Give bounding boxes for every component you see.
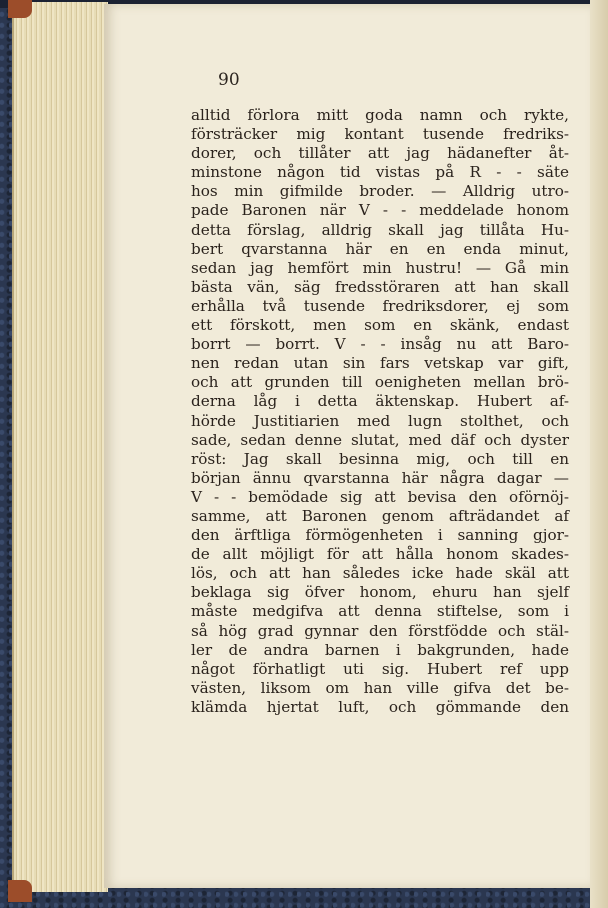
text-line: pade Baronen när V - - meddelade honom xyxy=(191,201,569,220)
text-line: klämda hjertat luft, och gömmande den xyxy=(191,697,569,716)
text-line: något förhatligt uti sig. Hubert ref upp xyxy=(191,659,569,678)
text-line: måste medgifva att denna stiftelse, som i xyxy=(191,602,569,621)
text-line: lös, och att han således icke hade skäl att xyxy=(191,564,569,583)
text-line: sedan jag hemfört min hustru! — Gå min xyxy=(191,258,569,277)
text-line: erhålla två tusende fredriksdorer, ej som xyxy=(191,296,569,315)
text-line: beklaga sig öfver honom, ehuru han sjelf xyxy=(191,583,569,602)
text-line: så hög grad gynnar den förstfödde och stäl- xyxy=(191,621,569,640)
text-line: västen, liksom om han ville gifva det be- xyxy=(191,678,569,697)
page-number: 90 xyxy=(218,70,240,90)
text-line: försträcker mig kontant tusende fredriks- xyxy=(191,125,569,144)
cover-corner-bottom xyxy=(8,880,32,902)
text-line: hörde Justitiarien med lugn stolthet, och xyxy=(191,411,569,430)
text-line: röst: Jag skall besinna mig, och till en xyxy=(191,449,569,468)
text-line: V - - bemödade sig att bevisa den oförnöj- xyxy=(191,487,569,506)
text-line: derna låg i detta äktenskap. Hubert af- xyxy=(191,392,569,411)
text-line: de allt möjligt för att hålla honom skades- xyxy=(191,545,569,564)
text-line: dorer, och tillåter att jag hädanefter åt- xyxy=(191,144,569,163)
page-right-edge xyxy=(590,0,608,908)
text-line: bert qvarstanna här en en enda minut, xyxy=(191,239,569,258)
text-line: ett förskott, men som en skänk, endast xyxy=(191,316,569,335)
text-line: sade, sedan denne slutat, med däf och dyster xyxy=(191,430,569,449)
text-line: början ännu qvarstanna här några dagar — xyxy=(191,468,569,487)
body-text xyxy=(191,106,569,717)
text-line: ler de andra barnen i bakgrunden, hade xyxy=(191,640,569,659)
text-line: detta förslag, alldrig skall jag tillåta Hu- xyxy=(191,220,569,239)
text-line: och att grunden till oenigheten mellan brö- xyxy=(191,373,569,392)
text-line: bästa vän, säg fredsstöraren att han skall xyxy=(191,277,569,296)
text-line: den ärftliga förmögenheten i sanning gjor- xyxy=(191,526,569,545)
cover-corner-top xyxy=(8,0,32,18)
text-line: nen redan utan sin fars vetskap var gift, xyxy=(191,354,569,373)
text-line: samme, att Baronen genom afträdandet af xyxy=(191,506,569,525)
text-line: hos min gifmilde broder. — Alldrig utro- xyxy=(191,182,569,201)
text-line: borrt — borrt. V - - insåg nu att Baro- xyxy=(191,335,569,354)
text-line: minstone någon tid vistas på R - - säte xyxy=(191,163,569,182)
page-stack xyxy=(12,2,108,892)
text-line: alltid förlora mitt goda namn och rykte, xyxy=(191,106,569,124)
